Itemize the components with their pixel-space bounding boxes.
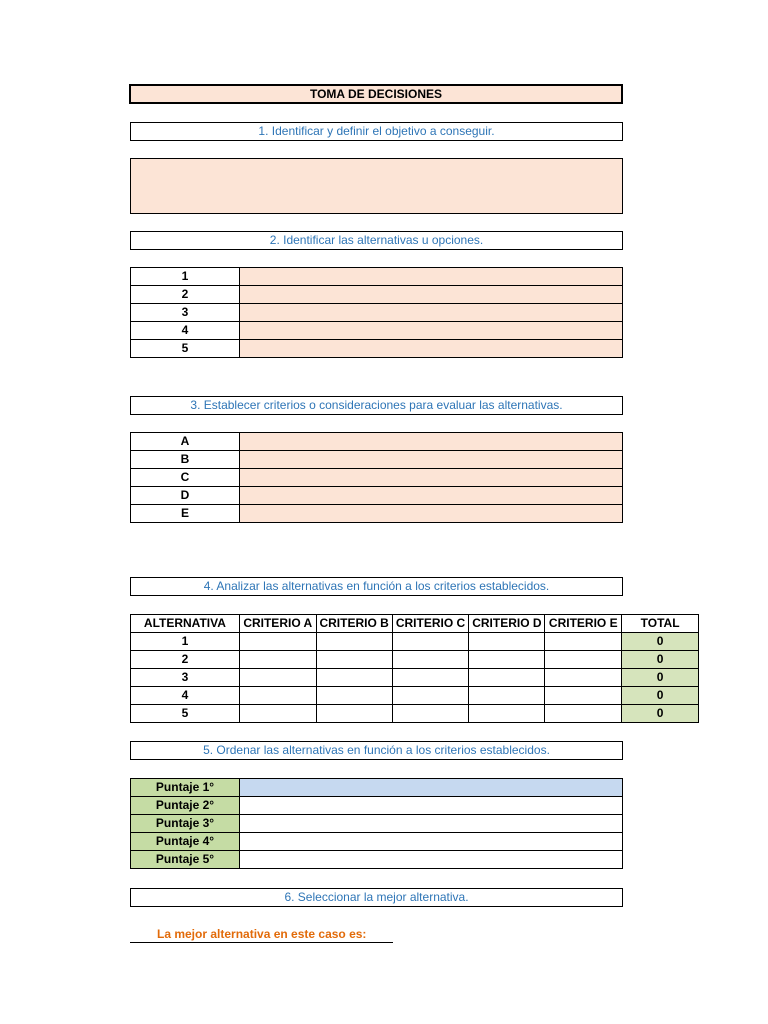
total-cell: 0 [622, 705, 699, 723]
score-cell[interactable] [316, 669, 392, 687]
score-cell[interactable] [239, 705, 316, 723]
alternative-input[interactable] [240, 322, 623, 340]
table-row [131, 633, 699, 651]
rank-label: Puntaje 2° [131, 797, 240, 815]
alternative-input[interactable] [240, 340, 623, 358]
table-row [131, 833, 623, 851]
criterion-input[interactable] [240, 433, 623, 451]
score-cell[interactable] [392, 651, 469, 669]
header-total: TOTAL [622, 615, 699, 633]
rank-input[interactable] [240, 779, 623, 797]
page-title: TOMA DE DECISIONES [129, 84, 623, 104]
header-criterio-a: CRITERIO A [239, 615, 316, 633]
table-row [131, 433, 623, 451]
table-row [131, 322, 623, 340]
score-cell[interactable] [469, 669, 545, 687]
alternative-number: 5 [131, 340, 240, 358]
table-row [131, 669, 699, 687]
analysis-matrix [130, 614, 699, 723]
header-criterio-b: CRITERIO B [316, 615, 392, 633]
alternative-input[interactable] [240, 304, 623, 322]
alt-cell: 1 [131, 633, 240, 651]
criterion-letter: B [131, 451, 240, 469]
score-cell[interactable] [392, 669, 469, 687]
header-criterio-e: CRITERIO E [545, 615, 622, 633]
step-6-heading: 6. Seleccionar la mejor alternativa. [130, 888, 623, 907]
criterion-input[interactable] [240, 505, 623, 523]
table-row [131, 815, 623, 833]
score-cell[interactable] [239, 651, 316, 669]
table-row [131, 487, 623, 505]
score-cell[interactable] [469, 687, 545, 705]
rank-label: Puntaje 4° [131, 833, 240, 851]
score-cell[interactable] [545, 651, 622, 669]
rank-label: Puntaje 5° [131, 851, 240, 869]
table-row [131, 268, 623, 286]
step-5-heading: 5. Ordenar las alternativas en función a los criterios establecidos. [130, 741, 623, 760]
alternative-number: 3 [131, 304, 240, 322]
criterion-letter: A [131, 433, 240, 451]
alternatives-table [130, 267, 623, 358]
alternative-number: 1 [131, 268, 240, 286]
alternative-input[interactable] [240, 286, 623, 304]
score-cell[interactable] [392, 633, 469, 651]
criterion-input[interactable] [240, 487, 623, 505]
alt-cell: 2 [131, 651, 240, 669]
table-row [131, 505, 623, 523]
table-row [131, 779, 623, 797]
table-row [131, 797, 623, 815]
score-cell[interactable] [316, 687, 392, 705]
rank-label: Puntaje 1° [131, 779, 240, 797]
rank-input[interactable] [240, 815, 623, 833]
score-cell[interactable] [316, 633, 392, 651]
rank-input[interactable] [240, 833, 623, 851]
score-cell[interactable] [239, 633, 316, 651]
score-cell[interactable] [545, 669, 622, 687]
criterion-letter: D [131, 487, 240, 505]
score-cell[interactable] [316, 705, 392, 723]
table-row [131, 705, 699, 723]
alternative-number: 2 [131, 286, 240, 304]
score-cell[interactable] [469, 705, 545, 723]
objective-input[interactable] [130, 158, 623, 214]
step-1-heading: 1. Identificar y definir el objetivo a conseguir. [130, 122, 623, 141]
ranking-table [130, 778, 623, 869]
matrix-header-row [131, 615, 699, 633]
score-cell[interactable] [545, 633, 622, 651]
criterion-letter: C [131, 469, 240, 487]
score-cell[interactable] [239, 669, 316, 687]
score-cell[interactable] [545, 687, 622, 705]
score-cell[interactable] [469, 633, 545, 651]
step-2-heading: 2. Identificar las alternativas u opciones. [130, 231, 623, 250]
alt-cell: 4 [131, 687, 240, 705]
criterion-input[interactable] [240, 451, 623, 469]
score-cell[interactable] [545, 705, 622, 723]
rank-input[interactable] [240, 797, 623, 815]
alternative-number: 4 [131, 322, 240, 340]
total-cell: 0 [622, 687, 699, 705]
alternative-input[interactable] [240, 268, 623, 286]
total-cell: 0 [622, 633, 699, 651]
score-cell[interactable] [316, 651, 392, 669]
total-cell: 0 [622, 651, 699, 669]
table-row [131, 687, 699, 705]
rank-label: Puntaje 3° [131, 815, 240, 833]
criteria-table [130, 432, 623, 523]
table-row [131, 651, 699, 669]
table-row [131, 469, 623, 487]
header-criterio-d: CRITERIO D [469, 615, 545, 633]
score-cell[interactable] [392, 687, 469, 705]
score-cell[interactable] [239, 687, 316, 705]
total-cell: 0 [622, 669, 699, 687]
table-row [131, 851, 623, 869]
criterion-input[interactable] [240, 469, 623, 487]
criterion-letter: E [131, 505, 240, 523]
table-row [131, 304, 623, 322]
alt-cell: 5 [131, 705, 240, 723]
best-alternative-label: La mejor alternativa en este caso es: [130, 927, 393, 943]
step-3-heading: 3. Establecer criterios o consideraciones para evaluar las alternativas. [130, 396, 623, 415]
table-row [131, 340, 623, 358]
rank-input[interactable] [240, 851, 623, 869]
score-cell[interactable] [469, 651, 545, 669]
table-row [131, 451, 623, 469]
header-criterio-c: CRITERIO C [392, 615, 469, 633]
step-4-heading: 4. Analizar las alternativas en función a los criterios establecidos. [130, 577, 623, 596]
table-row [131, 286, 623, 304]
alt-cell: 3 [131, 669, 240, 687]
score-cell[interactable] [392, 705, 469, 723]
header-alternativa: ALTERNATIVA [131, 615, 240, 633]
